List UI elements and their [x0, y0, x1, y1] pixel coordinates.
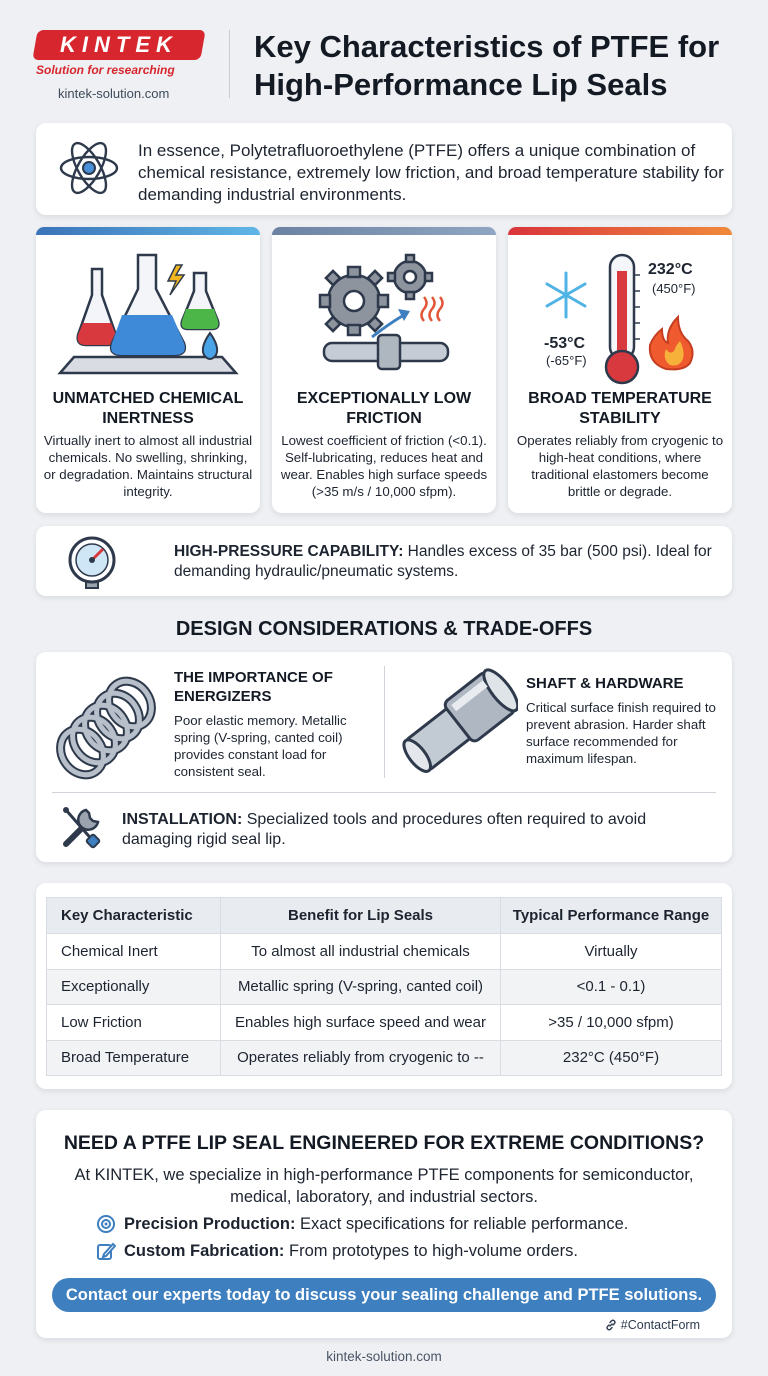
feature-card-chemical	[36, 227, 260, 513]
contact-form-link[interactable]	[605, 1318, 700, 1332]
feature-title: UNMATCHED CHEMICAL INERTNESS	[52, 390, 244, 427]
table-cell: <0.1 - 0.1)	[501, 969, 722, 1005]
energizers-title: THE IMPORTANCE OF ENERGIZERS	[174, 669, 333, 705]
design-horizontal-divider	[52, 792, 716, 793]
table-cell: Enables high surface speed and wear	[221, 1005, 501, 1041]
installation-description: Specialized tools and procedures often required to avoid damaging rigid seal lip.	[122, 811, 647, 848]
feature-card-friction	[272, 227, 496, 513]
spring-coil-icon	[50, 668, 162, 780]
atom-icon	[58, 135, 120, 201]
cta-bullet-precision	[96, 1214, 628, 1234]
design-card	[36, 652, 732, 862]
bullet-text: From prototypes to high-volume orders.	[289, 1241, 578, 1260]
feature-accent-bar	[272, 227, 496, 235]
table-cell: Low Friction	[47, 1005, 221, 1041]
bullet-label: Precision Production:	[124, 1214, 296, 1233]
high-pressure-description: Handles excess of 35 bar (500 psi). Ideal for demanding hydraulic/pneumatic systems.	[174, 543, 712, 580]
chemistry-flasks-icon	[36, 245, 260, 385]
high-pressure-card	[36, 526, 732, 596]
logo-tagline: Solution for researching	[36, 63, 175, 77]
design-vertical-divider	[384, 666, 385, 778]
characteristics-table	[46, 897, 722, 1076]
table-cell: Chemical Inert	[47, 934, 221, 970]
feature-description: Operates reliably from cryogenic to high-heat conditions, where traditional elastomers become brittle or degrade.	[516, 433, 724, 499]
footer-url[interactable]: kintek-solution.com	[326, 1349, 442, 1364]
intro-text: In essence, Polytetrafluoroethylene (PTFE) offers a unique combination of chemical resistance, extremely low friction, and broad temperature stability for demanding industrial environments.	[138, 141, 724, 204]
table-header-cell: Typical Performance Range	[501, 898, 722, 934]
high-pressure-text	[174, 542, 744, 582]
table-row	[47, 969, 722, 1005]
feature-title: EXCEPTIONALLY LOW FRICTION	[296, 390, 472, 427]
table-row	[47, 1040, 722, 1076]
table-header-row	[47, 898, 722, 934]
gears-shaft-icon	[272, 245, 496, 385]
cta-title: NEED A PTFE LIP SEAL ENGINEERED FOR EXTREME CONDITIONS?	[63, 1132, 705, 1154]
feature-description: Lowest coefficient of friction (<0.1). Self-lubricating, reduces heat and wear. Enables high surface speeds (>35 m/s / 10,000 sfpm).	[280, 433, 488, 499]
cta-description: At KINTEK, we specialize in high-performance PTFE components for semiconductor, medical, laboratory, and industrial sectors.	[74, 1166, 694, 1206]
contact-experts-button[interactable]: Contact our experts today to discuss your sealing challenge and PTFE solutions.	[52, 1278, 716, 1312]
cta-card	[36, 1110, 732, 1338]
kintek-logo	[32, 30, 205, 60]
feature-description: Virtually inert to almost all industrial chemicals. No swelling, shrinking, or degradation. Maintains structural integrity.	[43, 433, 253, 499]
cta-bullet-custom	[96, 1241, 578, 1261]
tools-icon	[58, 804, 104, 850]
design-section-heading: DESIGN CONSIDERATIONS & TRADE-OFFS	[175, 618, 593, 640]
contact-form-link-text: #ContactForm	[620, 1318, 700, 1332]
logo-text: KINTEK	[60, 32, 178, 57]
min-temp-celsius: -53°C	[544, 335, 586, 352]
target-icon	[96, 1214, 116, 1234]
shaft-description: Critical surface finish required to prevent abrasion. Harder shaft surface recommended for maximum lifespan.	[526, 700, 716, 766]
link-icon	[605, 1319, 617, 1331]
high-pressure-label: HIGH-PRESSURE CAPABILITY:	[174, 543, 404, 560]
shaft-cylinder-icon	[400, 668, 518, 778]
feature-title: BROAD TEMPERATURE STABILITY	[528, 390, 712, 427]
shaft-title: SHAFT & HARDWARE	[526, 675, 684, 692]
table-cell: Exceptionally	[47, 969, 221, 1005]
table-cell: >35 / 10,000 sfpm)	[501, 1005, 722, 1041]
table-header-cell: Key Characteristic	[47, 898, 221, 934]
max-temp-celsius: 232°C	[648, 261, 693, 278]
bullet-label: Custom Fabrication:	[124, 1241, 285, 1260]
table-header-cell: Benefit for Lip Seals	[221, 898, 501, 934]
intro-card	[36, 123, 732, 215]
min-temp-fahrenheit: (-65°F)	[546, 353, 587, 368]
feature-card-temperature	[508, 227, 732, 513]
table-row	[47, 934, 722, 970]
table-cell: Metallic spring (V-spring, canted coil)	[221, 969, 501, 1005]
table-cell: Broad Temperature	[47, 1040, 221, 1076]
shaft-block	[526, 674, 722, 767]
pressure-gauge-icon	[64, 534, 120, 590]
page-title: Key Characteristics of PTFE for High-Performance Lip Seals	[254, 29, 720, 102]
bullet-text: Exact specifications for reliable performance.	[300, 1214, 629, 1233]
feature-accent-bar	[36, 227, 260, 235]
table-cell: Operates reliably from cryogenic to --	[221, 1040, 501, 1076]
installation-label: INSTALLATION:	[122, 811, 243, 828]
table-cell: To almost all industrial chemicals	[221, 934, 501, 970]
table-row	[47, 1005, 722, 1041]
thermometer-icon	[508, 245, 732, 385]
energizers-description: Poor elastic memory. Metallic spring (V-spring, canted coil) provides constant load for consistent seal.	[174, 713, 347, 779]
table-cell: Virtually	[501, 934, 722, 970]
header-url[interactable]: kintek-solution.com	[58, 86, 170, 101]
max-temp-fahrenheit: (450°F)	[652, 281, 696, 296]
energizers-block	[174, 668, 374, 780]
edit-icon	[96, 1241, 116, 1261]
installation-text	[122, 810, 712, 850]
header-divider	[229, 30, 230, 98]
feature-accent-bar	[508, 227, 732, 235]
table-cell: 232°C (450°F)	[501, 1040, 722, 1076]
characteristics-table-card	[36, 883, 732, 1089]
